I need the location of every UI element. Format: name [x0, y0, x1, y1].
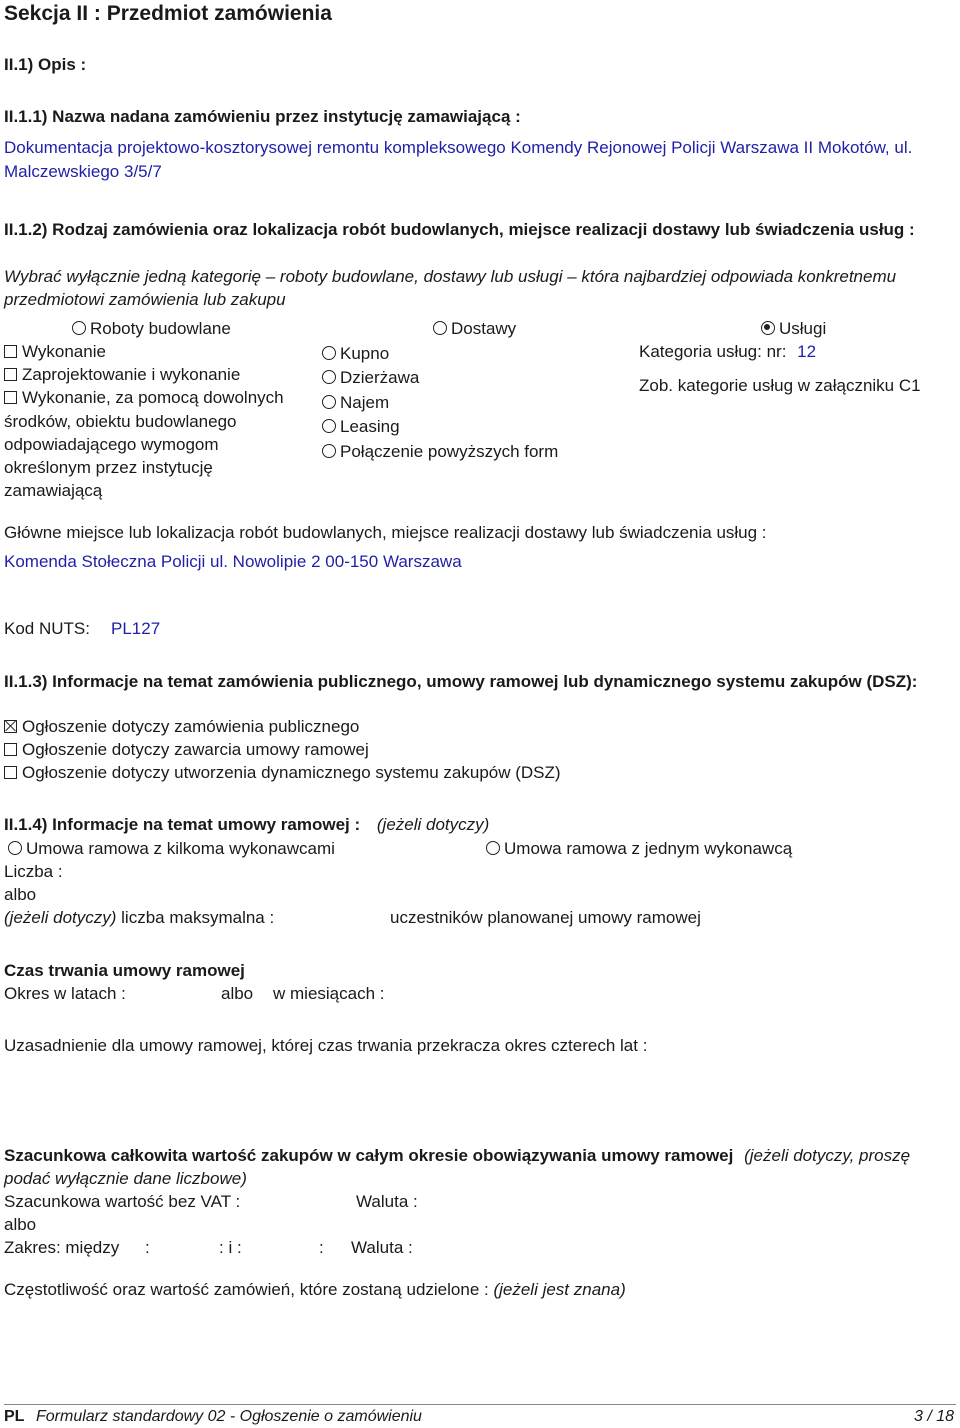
- s113-option-2[interactable]: [4, 739, 369, 761]
- category-works[interactable]: [72, 318, 231, 340]
- works-option-label: Wykonanie, za pomocą dowolnych: [22, 388, 284, 407]
- radio-icon: [322, 346, 336, 360]
- framework-many-label: Umowa ramowa z kilkoma wykonawcami: [26, 839, 335, 858]
- radio-icon: [486, 841, 500, 855]
- framework-many-option[interactable]: [8, 838, 335, 860]
- albo-text: albo: [221, 984, 254, 1003]
- checkbox-icon: [4, 391, 17, 404]
- s112-heading: II.1.2) Rodzaj zamówienia oraz lokalizacja robót budowlanych, miejsce realizacji dostawy lub świadczenia usług :: [4, 220, 915, 239]
- works-option-label: Zaprojektowanie i wykonanie: [22, 365, 241, 384]
- supply-option-label: Kupno: [340, 344, 390, 363]
- category-works-label: Roboty budowlane: [90, 319, 231, 338]
- radio-icon: [322, 419, 336, 433]
- works-option-1[interactable]: [4, 341, 106, 363]
- s113-option-3[interactable]: [4, 762, 561, 784]
- checkbox-icon: [4, 345, 17, 358]
- supply-option-label: Połączenie powyższych form: [340, 442, 559, 461]
- range-and: : i :: [219, 1238, 242, 1257]
- s112-instruction: Wybrać wyłącznie jedną kategorię – roboty budowlane, dostawy lub usługi – która najbardziej odpowiada konkretnemu przedmiotowi zamówienia lub zakupu: [4, 267, 897, 309]
- frequency-row: [4, 1279, 626, 1301]
- supply-option-5[interactable]: [322, 441, 558, 463]
- radio-icon: [322, 395, 336, 409]
- s111-heading: II.1.1) Nazwa nadana zamówieniu przez instytucję zamawiającą :: [4, 107, 521, 126]
- radio-icon: [322, 370, 336, 384]
- services-category: [639, 341, 816, 363]
- category-supplies-label: Dostawy: [451, 319, 517, 338]
- checkbox-icon: [4, 766, 17, 779]
- radio-icon: [72, 321, 86, 335]
- location-value: Komenda Stołeczna Policji ul. Nowolipie 2 00-150 Warszawa: [4, 552, 462, 571]
- supply-option-label: Najem: [340, 393, 390, 412]
- s113-option-label: Ogłoszenie dotyczy zawarcia umowy ramowej: [22, 740, 369, 759]
- years-label: Okres w latach :: [4, 984, 126, 1003]
- s114-heading-note: (jeżeli dotyczy): [376, 815, 490, 834]
- category-services[interactable]: [761, 318, 826, 340]
- footer-lang: PL: [4, 1408, 25, 1425]
- category-supplies[interactable]: [433, 318, 516, 340]
- footer-divider: [4, 1404, 956, 1405]
- liczba-label: Liczba :: [4, 862, 63, 881]
- radio-icon: [322, 444, 336, 458]
- checkbox-icon: [4, 368, 17, 381]
- category-services-label: Usługi: [779, 319, 827, 338]
- justification-label: Uzasadnienie dla umowy ramowej, której czas trwania przekracza okres czterech lat :: [4, 1036, 648, 1055]
- s113-option-label: Ogłoszenie dotyczy zamówienia publicznego: [22, 717, 360, 736]
- participants-label: uczestników planowanej umowy ramowej: [390, 908, 701, 927]
- opis-heading: II.1) Opis :: [4, 55, 87, 74]
- supply-option-4[interactable]: [322, 416, 400, 438]
- radio-selected-icon: [761, 321, 775, 335]
- supply-option-label: Dzierżawa: [340, 368, 420, 387]
- radio-icon: [8, 841, 22, 855]
- albo-text: albo: [4, 1215, 37, 1234]
- range-colon-2: :: [319, 1238, 324, 1257]
- max-label: liczba maksymalna :: [121, 908, 275, 927]
- works-option-3[interactable]: [4, 387, 284, 409]
- range-label: Zakres: między: [4, 1238, 120, 1257]
- location-label: Główne miejsce lub lokalizacja robót budowlanych, miejsce realizacji dostawy lub świadczenia usług :: [4, 523, 767, 542]
- services-category-label: Kategoria usług: nr:: [639, 342, 787, 361]
- months-label: w miesiącach :: [273, 984, 385, 1003]
- value-note: (jeżeli dotyczy, proszę podać wyłącznie dane liczbowe): [4, 1146, 911, 1188]
- radio-icon: [433, 321, 447, 335]
- framework-one-option[interactable]: [486, 838, 792, 860]
- services-category-number: 12: [797, 342, 817, 361]
- range-currency-label: Waluta :: [351, 1238, 413, 1257]
- works-option-2[interactable]: [4, 364, 240, 386]
- value-heading-row: [4, 1144, 944, 1190]
- section-title: Sekcja II : Przedmiot zamówienia: [4, 2, 332, 25]
- s114-heading-row: [4, 814, 489, 836]
- frequency-note: (jeżeli jest znana): [493, 1280, 626, 1299]
- albo-text: albo: [4, 885, 37, 904]
- checkbox-checked-icon: [4, 720, 17, 733]
- nuts-label: Kod NUTS:: [4, 619, 90, 638]
- framework-one-label: Umowa ramowa z jednym wykonawcą: [504, 839, 793, 858]
- s111-value: Dokumentacja projektowo-kosztorysowej remontu kompleksowego Komendy Rejonowej Policji Warszawa II Mokotów, ul. Malczewskiego 3/5/7: [4, 138, 913, 181]
- footer-page: 3 / 18: [914, 1408, 955, 1425]
- duration-heading: Czas trwania umowy ramowej: [4, 961, 245, 980]
- frequency-label: Częstotliwość oraz wartość zamówień, które zostaną udzielone :: [4, 1280, 489, 1299]
- works-option-3-continuation: środków, obiektu budowlanego odpowiadającego wymogom określonym przez instytucję zamawiającą: [4, 412, 237, 500]
- vat-label: Szacunkowa wartość bez VAT :: [4, 1192, 241, 1211]
- footer-form-name: Formularz standardowy 02 - Ogłoszenie o zamówieniu: [36, 1408, 422, 1425]
- checkbox-icon: [4, 743, 17, 756]
- s113-option-1[interactable]: [4, 716, 359, 738]
- value-heading: Szacunkowa całkowita wartość zakupów w całym okresie obowiązywania umowy ramowej: [4, 1146, 734, 1165]
- range-colon: :: [145, 1238, 150, 1257]
- works-option-label: Wykonanie: [22, 342, 106, 361]
- s113-heading: II.1.3) Informacje na temat zamówienia publicznego, umowy ramowej lub dynamicznego systemu zakupów (DSZ):: [4, 672, 918, 691]
- supply-option-1[interactable]: [322, 343, 389, 365]
- s113-option-label: Ogłoszenie dotyczy utworzenia dynamicznego systemu zakupów (DSZ): [22, 763, 561, 782]
- max-note: (jeżeli dotyczy): [4, 908, 117, 927]
- services-note: Zob. kategorie usług w załączniku C1: [639, 376, 921, 395]
- currency-label: Waluta :: [356, 1192, 418, 1211]
- supply-option-3[interactable]: [322, 392, 389, 414]
- s114-heading: II.1.4) Informacje na temat umowy ramowej :: [4, 815, 361, 834]
- supply-option-2[interactable]: [322, 367, 419, 389]
- nuts-value: PL127: [111, 619, 161, 638]
- max-row: [4, 907, 274, 929]
- supply-option-label: Leasing: [340, 417, 400, 436]
